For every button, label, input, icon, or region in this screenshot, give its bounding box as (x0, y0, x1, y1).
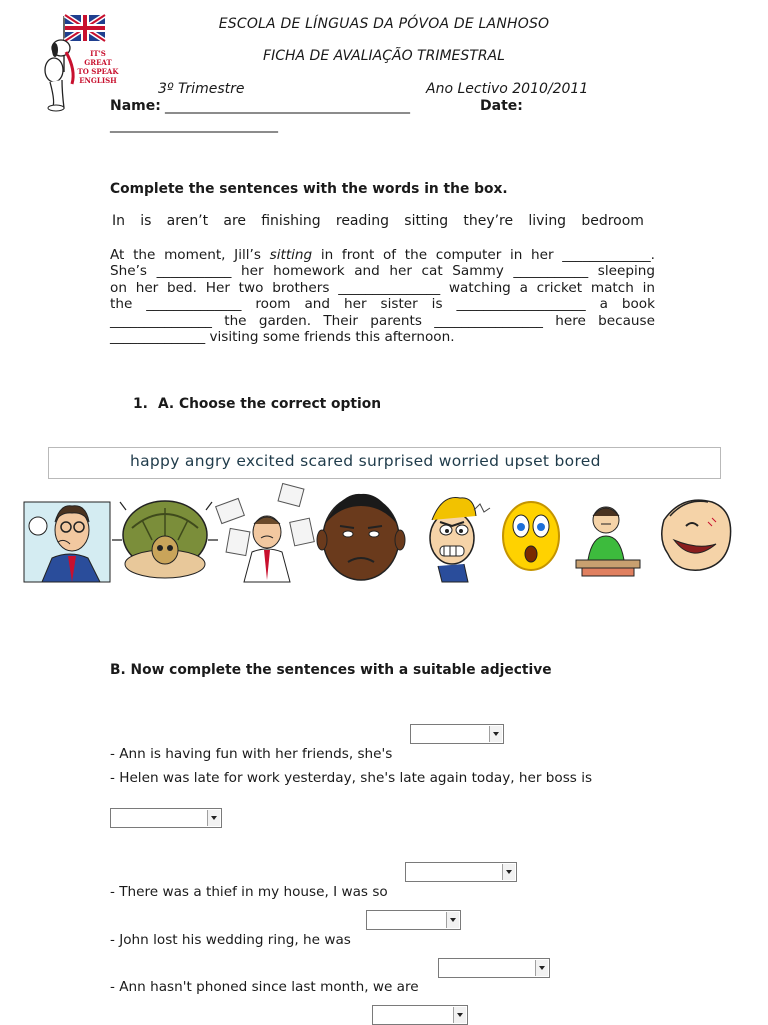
paragraph-line (110, 247, 655, 263)
word-box-word: living (528, 213, 567, 229)
adjective-list: happy angry excited scared surprised worried upset bored (130, 452, 601, 470)
chevron-down-icon[interactable] (535, 960, 548, 976)
paragraph-line: _______________ the garden. Their parents ________________ here because (110, 312, 655, 329)
answer-dropdown-5[interactable] (438, 958, 550, 978)
answer-dropdown-1[interactable] (410, 724, 504, 744)
word-box-word: are (223, 213, 246, 229)
word-box-word: they’re (463, 213, 514, 229)
word-box-word: bedroom (581, 213, 644, 229)
sentence-1: - Ann is having fun with her friends, she's (110, 746, 393, 762)
paragraph-line: She’s ___________ her homework and her cat Sammy ___________ sleeping (110, 263, 655, 280)
angry-boy-picture (430, 497, 490, 582)
sheet-title: FICHA DE AVALIAÇÃO TRIMESTRAL (263, 48, 505, 64)
answer-dropdown-6[interactable] (372, 1005, 468, 1025)
exercise1-instruction: Complete the sentences with the words in the box. (110, 181, 508, 197)
word-box-word: reading (335, 213, 390, 229)
word-box-word: finishing (261, 213, 321, 229)
text-run: At the moment, Jill’s (110, 247, 270, 263)
sentence-4: - John lost his wedding ring, he was (110, 932, 351, 948)
text-run: in front of the computer in her _____________. (312, 247, 655, 263)
school-year: Ano Lectivo 2010/2011 (426, 81, 589, 97)
word-box-word: sitting (404, 213, 449, 229)
name-line: ___________________________________ (165, 98, 410, 114)
cloze-paragraph (110, 247, 655, 345)
answer-dropdown-2[interactable] (110, 808, 222, 828)
paragraph-line: on her bed. Her two brothers _______________ watching a cricket match in (110, 279, 655, 296)
exercise2-number: 1. (133, 396, 148, 412)
happy-face-picture (662, 500, 731, 570)
sad-face-picture (317, 494, 405, 580)
paragraph-line: ______________ visiting some friends this afternoon. (110, 329, 455, 346)
worried-man-picture (24, 502, 110, 582)
word-box-word: aren’t (166, 213, 209, 229)
snoopy-flag-logo (42, 12, 142, 112)
name-label: Name: (110, 98, 161, 114)
chevron-down-icon[interactable] (489, 726, 502, 742)
exercise2-heading: A. Choose the correct option (158, 396, 382, 412)
chevron-down-icon[interactable] (446, 912, 459, 928)
answer-dropdown-3[interactable] (405, 862, 517, 882)
svg-text:ENGLISH: ENGLISH (79, 76, 117, 85)
school-name: ESCOLA DE LÍNGUAS DA PÓVOA DE LANHOSO (218, 16, 550, 32)
chevron-down-icon[interactable] (207, 810, 220, 826)
chevron-down-icon[interactable] (453, 1007, 466, 1023)
sentence-3: - There was a thief in my house, I was so (110, 884, 388, 900)
bored-boy-picture (576, 507, 640, 576)
surprised-smiley-picture (503, 502, 559, 570)
emotion-pictures (22, 480, 740, 585)
term-label: 3º Trimestre (158, 81, 245, 97)
word-box-word: In (112, 213, 126, 229)
chevron-down-icon[interactable] (502, 864, 515, 880)
answer-dropdown-4[interactable] (366, 910, 461, 930)
sentence-2: - Helen was late for work yesterday, she's late again today, her boss is (110, 770, 593, 786)
svg-text:GREAT: GREAT (84, 58, 112, 67)
scared-turtle-picture (112, 501, 218, 578)
exercise3-instruction: B. Now complete the sentences with a suitable adjective (110, 662, 552, 678)
date-label: Date: (480, 98, 523, 114)
date-line: ________________________ (110, 117, 278, 133)
upset-office-worker-picture (216, 483, 315, 582)
svg-text:IT'S: IT'S (90, 49, 106, 58)
word-box-word: is (140, 213, 152, 229)
example-answer: sitting (269, 247, 313, 263)
sentence-5: - Ann hasn't phoned since last month, we are (110, 979, 419, 995)
word-box (110, 213, 646, 229)
paragraph-line: the ______________ room and her sister is ___________________ a book (110, 296, 655, 313)
svg-text:TO SPEAK: TO SPEAK (77, 67, 119, 76)
